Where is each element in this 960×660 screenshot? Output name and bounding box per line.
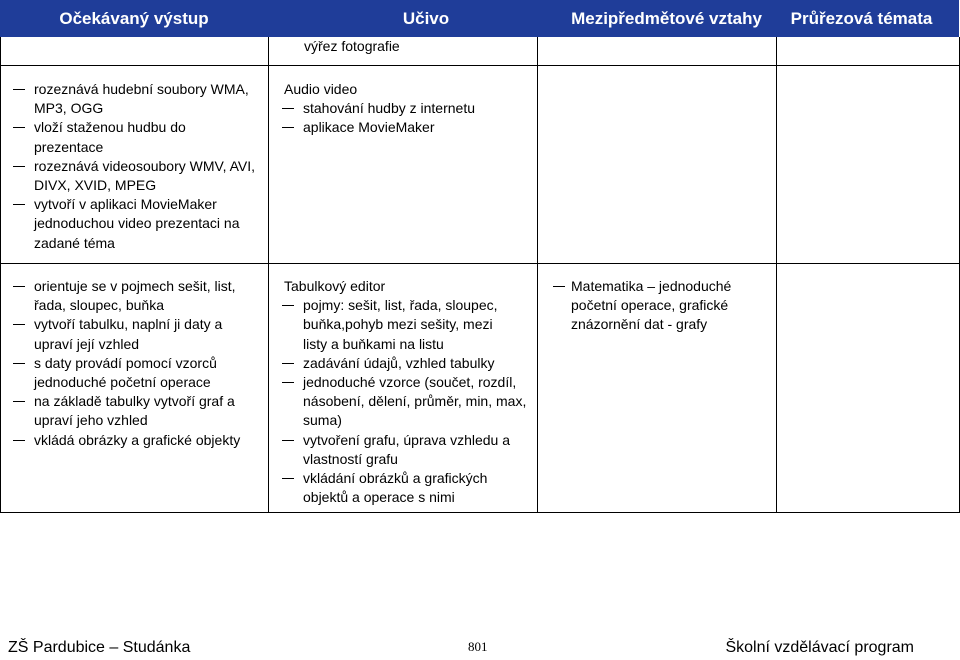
table-row-2-outputs [0, 80, 268, 253]
page-footer [0, 639, 960, 660]
output-item: s daty provádí pomocí vzorců jednoduché početní operace [0, 354, 268, 392]
column-divider [776, 37, 777, 513]
curriculum-item: vkládání obrázků a grafických objektů a operace s nimi [268, 469, 537, 507]
output-item: orientuje se v pojmech sešit, list, řada, sloupec, buňka [0, 277, 268, 315]
curriculum-item: zadávání údajů, vzhled tabulky [268, 354, 537, 373]
curriculum-heading: Tabulkový editor [284, 278, 386, 294]
header-expected-output: Očekávaný výstup [59, 9, 209, 28]
column-divider [537, 37, 538, 513]
header-curriculum: Učivo [402, 9, 450, 28]
output-item: vloží staženou hudbu do prezentace [0, 118, 268, 156]
row-divider [0, 263, 959, 264]
footer-school-name: ZŠ Pardubice – Studánka [8, 639, 191, 656]
table-row-1-curriculum [268, 37, 537, 56]
output-item: rozeznává videosoubory WMV, AVI, DIVX, XVID, MPEG [0, 157, 268, 195]
curriculum-item: pojmy: sešit, list, řada, sloupec, buňka,pohyb mezi sešity, mezi listy a buňkami na listu [268, 296, 537, 354]
curriculum-heading: Audio video [284, 81, 358, 97]
footer-document-title: Školní vzdělávací program [725, 639, 914, 656]
curriculum-item: aplikace MovieMaker [268, 118, 537, 137]
output-item: vytvoří tabulku, naplní ji daty a upraví její vzhled [0, 315, 268, 353]
table-row-2-curriculum [268, 80, 537, 138]
table-row-3-outputs [0, 277, 268, 450]
page-number: 801 [468, 639, 488, 654]
header-cross-cutting-topics: Průřezová témata [790, 9, 933, 28]
output-item: na základě tabulky vytvoří graf a upraví jeho vzhled [0, 392, 268, 430]
cross-subject-item: Matematika – jednoduché početní operace, grafické znázornění dat - grafy [537, 277, 776, 335]
row-divider [0, 512, 959, 513]
curriculum-item: stahování hudby z internetu [268, 99, 537, 118]
curriculum-item: vytvoření grafu, úprava vzhledu a vlastností grafu [268, 431, 537, 469]
output-item: vytvoří v aplikaci MovieMaker jednoduchou video prezentaci na zadané téma [0, 195, 268, 253]
table-header-row [0, 0, 959, 37]
table-row-3-cross-subject [537, 277, 776, 335]
output-item: rozeznává hudební soubory WMA, MP3, OGG [0, 80, 268, 118]
row-divider [0, 65, 959, 66]
curriculum-item: jednoduché vzorce (součet, rozdíl, násobení, dělení, průměr, min, max, suma) [268, 373, 537, 431]
table-row-3-curriculum [268, 277, 537, 507]
curriculum-item: výřez fotografie [304, 38, 400, 54]
header-cross-subject: Mezipředmětové vztahy [571, 9, 762, 28]
output-item: vkládá obrázky a grafické objekty [0, 431, 268, 450]
